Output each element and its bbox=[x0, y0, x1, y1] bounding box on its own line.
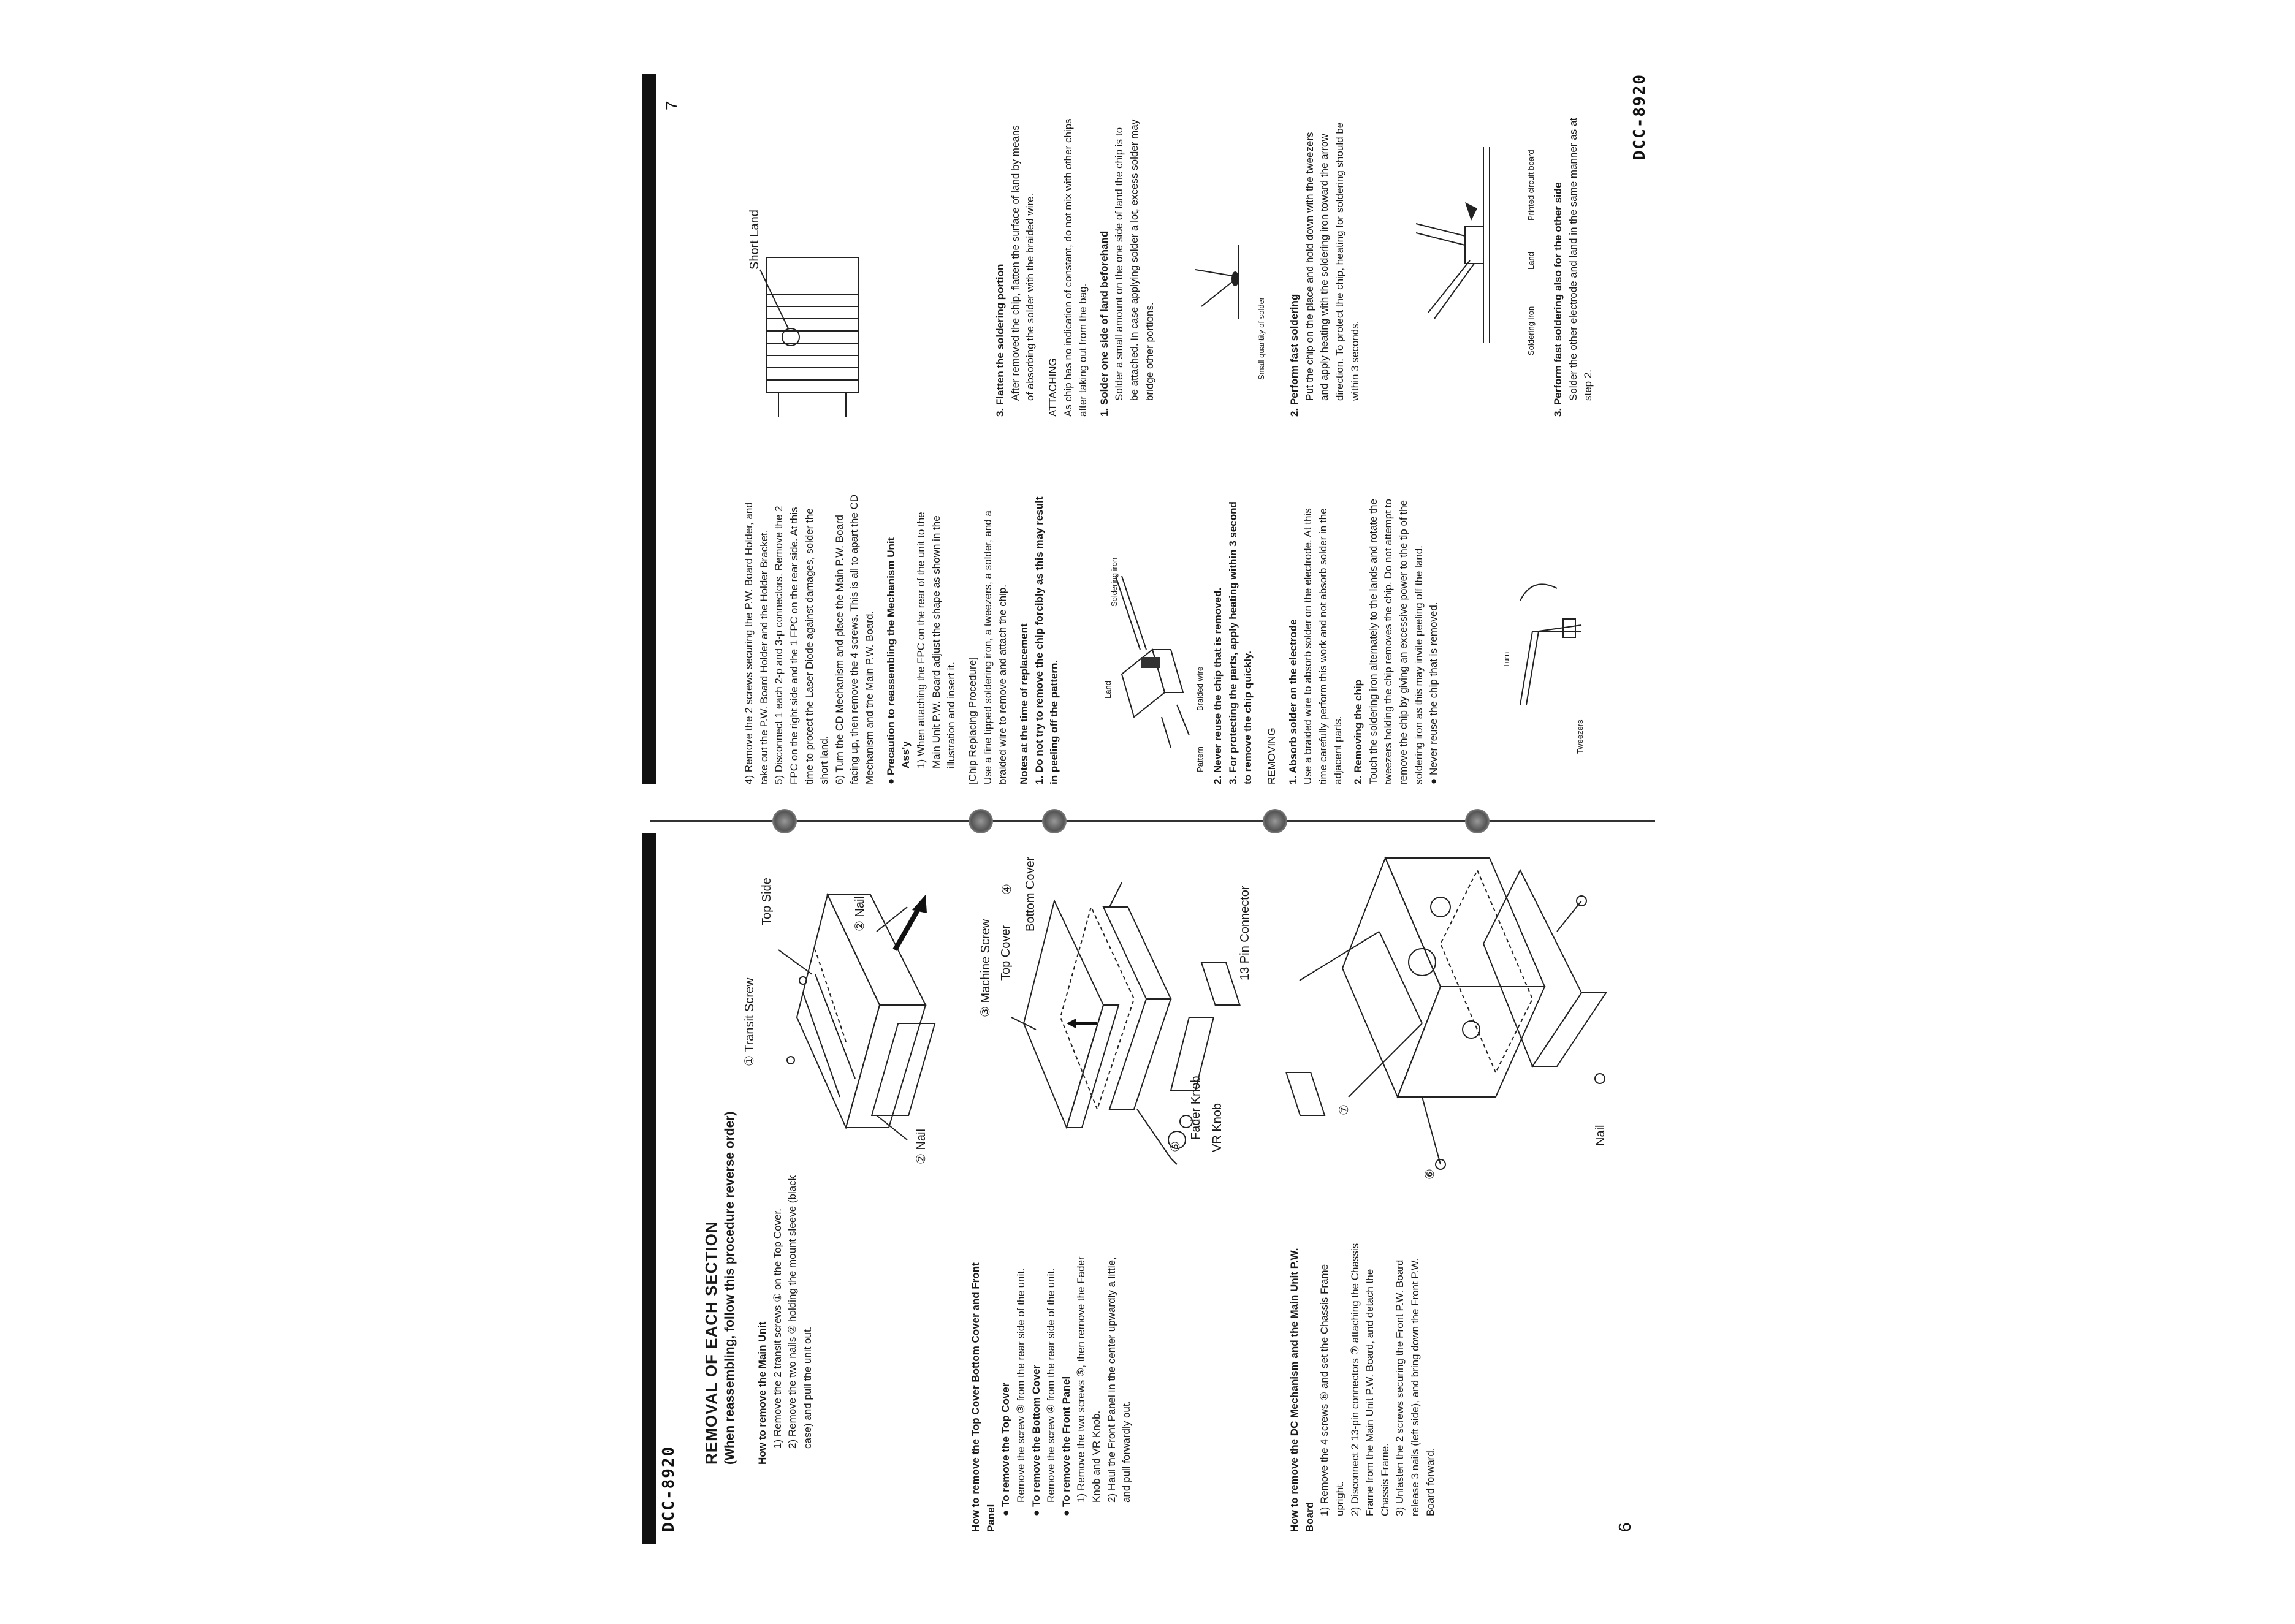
small-quantity-label: Small quantity of solder bbox=[1257, 297, 1266, 380]
attaching-text: As chip has no indication of constant, do not mix with other chips after taking out from the bag. bbox=[1062, 118, 1089, 417]
dc-mechanism-step-3: 3) Unfasten the 2 screws securing the Front P.W. Board release 3 nails (left side), and bring down the Front P.W. Board forward. bbox=[1394, 1258, 1436, 1516]
right-page bbox=[650, 74, 1655, 809]
bottom-cover-bullet: ● To remove the Bottom Cover bbox=[1030, 1364, 1042, 1516]
nail-label-a: ② Nail bbox=[853, 896, 867, 932]
binder-hole-4 bbox=[1263, 809, 1287, 833]
note-1: 1. Do not try to remove the chip forcibly as this may result in peeling off the pattern. bbox=[1033, 496, 1060, 784]
dc-mechanism-text bbox=[1287, 1238, 1438, 1532]
circle-5-label: ⑤ bbox=[1169, 1141, 1182, 1152]
precaution-assy: Ass'y bbox=[900, 741, 912, 768]
chip-text: Use a fine tipped soldering iron, a tweezers, a solder, and a braided wire to remove and attach the chip. bbox=[981, 510, 1009, 784]
pin-connector-label: 13 Pin Connector bbox=[1238, 886, 1252, 981]
top-cover-bullet-label: To remove the Top Cover bbox=[1000, 1383, 1012, 1507]
removing-2-head: 2. Removing the chip bbox=[1352, 680, 1364, 784]
nail-label-b: ② Nail bbox=[915, 1129, 928, 1164]
bottom-cover-bullet-label: To remove the Bottom Cover bbox=[1030, 1364, 1042, 1507]
fig-land-label: Land bbox=[1103, 681, 1113, 699]
top-cover-label: Top Cover bbox=[999, 924, 1013, 981]
fig-soldering-iron-label: Soldering iron bbox=[1109, 557, 1119, 607]
fig-land-2-label: Land bbox=[1526, 252, 1536, 270]
rotated-scan bbox=[650, 74, 1655, 1544]
circle-6-label: ⑥ bbox=[1423, 1169, 1437, 1180]
col1-step-5: 5) Disconnect 1 each 2-p and 3-p connectors. Remove the 2 FPC on the right side and the 1 FPC on the rear side. At this time to protect the Laser Diode against damages, solder the short land. bbox=[773, 506, 831, 784]
bottom-cover-label: Bottom Cover bbox=[1024, 856, 1037, 932]
attach-1-head: 1. Solder one side of land beforehand bbox=[1098, 230, 1110, 417]
tweezers-figure bbox=[1496, 552, 1588, 723]
circle-7-label: ⑦ bbox=[1338, 1104, 1351, 1115]
front-panel-bullet-label: To remove the Front Panel bbox=[1060, 1376, 1072, 1507]
main-unit-figure bbox=[754, 870, 938, 1152]
dc-mechanism-figure bbox=[1238, 846, 1618, 1189]
fast-soldering-figure bbox=[1398, 135, 1520, 355]
attaching-heading: ATTACHING bbox=[1046, 358, 1059, 417]
removing-heading: REMOVING bbox=[1265, 727, 1277, 784]
removing-bullet-text: Never reuse the chip that is removed. bbox=[1428, 602, 1440, 775]
dc-mechanism-step-1: 1) Remove the 4 screws ⑥ and set the Chassis Frame upright. bbox=[1319, 1264, 1345, 1516]
top-side-label: Top Side bbox=[760, 878, 774, 925]
dc-mechanism-heading: How to remove the DC Mechanism and the Main Unit P.W. Board bbox=[1288, 1248, 1315, 1532]
front-panel-bullet: ● To remove the Front Panel bbox=[1060, 1376, 1072, 1516]
fig-tweezers-label: Tweezers bbox=[1575, 719, 1585, 754]
attach-1-text: Solder a small amount on the one side of land the chip is to be attached. In case applying solder a lot, excess solder may bridge other portions. bbox=[1113, 119, 1155, 401]
covers-heading: How to remove the Top Cover Bottom Cover and Front Panel bbox=[970, 1262, 997, 1532]
binder-hole-1 bbox=[772, 809, 797, 833]
front-panel-step-1: 1) Remove the two screws ⑤, then remove the Fader Knob and VR Knob. bbox=[1075, 1256, 1103, 1503]
right-col2 bbox=[993, 116, 1157, 417]
model-number: DCC-8920 bbox=[660, 1445, 678, 1532]
front-panel-step-2: 2) Haul the Front Panel in the center upwardly a little, and pull forwardly out. bbox=[1105, 1257, 1133, 1503]
notes-heading: Notes at the time of replacement bbox=[1018, 623, 1030, 784]
binder-hole-5 bbox=[1465, 809, 1490, 833]
right-col2-bottom bbox=[1551, 116, 1596, 417]
note-3: 3. For protecting the parts, apply heating within 3 second to remove the chip quickly. bbox=[1227, 501, 1254, 784]
page-number: 6 bbox=[1615, 1522, 1634, 1532]
model-number-right: DCC-8920 bbox=[1631, 74, 1649, 161]
step3-text: After removed the chip, flatten the surface of land by means of absorbing the solder with the braided wire. bbox=[1009, 125, 1037, 401]
bottom-cover-text: Remove the screw ④ from the rear side of the unit. bbox=[1045, 1268, 1057, 1503]
attach-3-head: 3. Perform fast soldering also for the other side bbox=[1552, 182, 1564, 417]
machine-screw-label: ③ Machine Screw bbox=[979, 919, 992, 1017]
small-solder-figure bbox=[1189, 233, 1250, 331]
covers-figure bbox=[975, 858, 1195, 1177]
right-col2-mid bbox=[1287, 116, 1363, 417]
top-cover-bullet: ● To remove the Top Cover bbox=[1000, 1383, 1012, 1516]
attach-2-text: Put the chip on the place and hold down with the tweezers and apply heating with the soldering iron toward the arrow direction. To protect the chip, heating for soldering should be within 3 seconds. bbox=[1303, 122, 1361, 401]
top-cover-text: Remove the screw ③ from the rear side of the unit. bbox=[1014, 1268, 1027, 1503]
precaution-heading: ● Precaution to reassembling the Mechanism Unit bbox=[885, 537, 897, 784]
fader-knob-label: Fader Knob bbox=[1189, 1076, 1203, 1140]
removing-1-text: Use a braided wire to absorb solder on the electrode. At this time carefully perform this work and not absorb solder in the adjacent parts. bbox=[1302, 508, 1344, 784]
short-land-label: Short Land bbox=[748, 210, 761, 270]
precaution-heading-text: Precaution to reassembling the Mechanism Unit bbox=[885, 537, 897, 775]
right-col1-lower bbox=[1211, 490, 1442, 784]
covers-text bbox=[969, 1244, 1135, 1532]
transit-screw-label: ① Transit Screw bbox=[743, 977, 756, 1066]
main-unit-step-2: 2) Remove the two nails ② holding the mount sleeve (black case) and pull the unit out. bbox=[786, 1175, 813, 1449]
col1-step-6: 6) Turn the CD Mechanism and place the Main P.W. Board facing up, then remove the 4 screws. This is all to apart the CD Mechanism and the Main P.W. Board. bbox=[833, 494, 876, 784]
circle-4-label: ④ bbox=[1000, 884, 1014, 895]
section-subtitle: (When reassembling, follow this procedure reverse order) bbox=[723, 1111, 737, 1465]
header-bar-right bbox=[642, 74, 656, 784]
step3-head: 3. Flatten the soldering portion bbox=[994, 264, 1006, 417]
dc-mechanism-step-2: 2) Disconnect 2 13-pin connectors ⑦ attaching the Chassis Frame from the Main Unit P.W. Board, and detach the Chassis Frame. bbox=[1349, 1243, 1391, 1516]
right-col1 bbox=[742, 490, 1062, 784]
center-fold bbox=[650, 820, 1655, 822]
binder-hole-2 bbox=[969, 809, 993, 833]
fig-pcb-label: Printed circuit board bbox=[1526, 150, 1536, 221]
removing-2-text: Touch the soldering iron alternately to the lands and rotate the tweezers holding the chip removes the chip. Do not attempt to remove the chip by giving an excessive power to the tip of the soldering iron as this may invite peeling off the land. bbox=[1367, 499, 1425, 784]
attach-3-text: Solder the other electrode and land in the same manner as at step 2. bbox=[1567, 117, 1594, 401]
removing-bullet: ● Never reuse the chip that is removed. bbox=[1428, 602, 1440, 784]
fig-turn-label: Turn bbox=[1502, 651, 1511, 668]
vr-knob-label: VR Knob bbox=[1211, 1102, 1224, 1152]
main-unit-heading: How to remove the Main Unit bbox=[756, 1321, 768, 1465]
note-2: 2. Never reuse the chip that is removed. bbox=[1212, 587, 1224, 784]
short-land-figure bbox=[742, 208, 883, 429]
page-number-right: 7 bbox=[662, 101, 681, 110]
fig-soldering-iron-2-label: Soldering iron bbox=[1526, 306, 1536, 355]
binder-hole-3 bbox=[1042, 809, 1067, 833]
precaution-step: 1) When attaching the FPC on the rear of the unit to the Main Unit P.W. Board adjust the shape as shown in the illustration and insert it. bbox=[915, 512, 957, 768]
col1-step-4: 4) Remove the 2 screws securing the P.W. Board Holder, and take out the P.W. Board Holder and the Holder Bracket. bbox=[743, 502, 770, 784]
removing-1-head: 1. Absorb solder on the electrode bbox=[1287, 619, 1299, 784]
header-bar bbox=[642, 833, 656, 1544]
left-page bbox=[650, 827, 1655, 1544]
main-unit-step-1: 1) Remove the 2 transit screws ① on the Top Cover. bbox=[771, 1209, 783, 1449]
nail-label-c: Nail bbox=[1594, 1125, 1607, 1146]
fig-braided-wire-label: Braided wire bbox=[1195, 666, 1205, 711]
fig-pattern-label: Pattern bbox=[1195, 746, 1205, 772]
section-title: REMOVAL OF EACH SECTION bbox=[702, 1221, 720, 1465]
main-unit-text bbox=[755, 1171, 816, 1465]
chip-heading: [Chip Replacing Procedure] bbox=[966, 657, 978, 784]
attach-2-head: 2. Perform fast soldering bbox=[1288, 294, 1300, 417]
